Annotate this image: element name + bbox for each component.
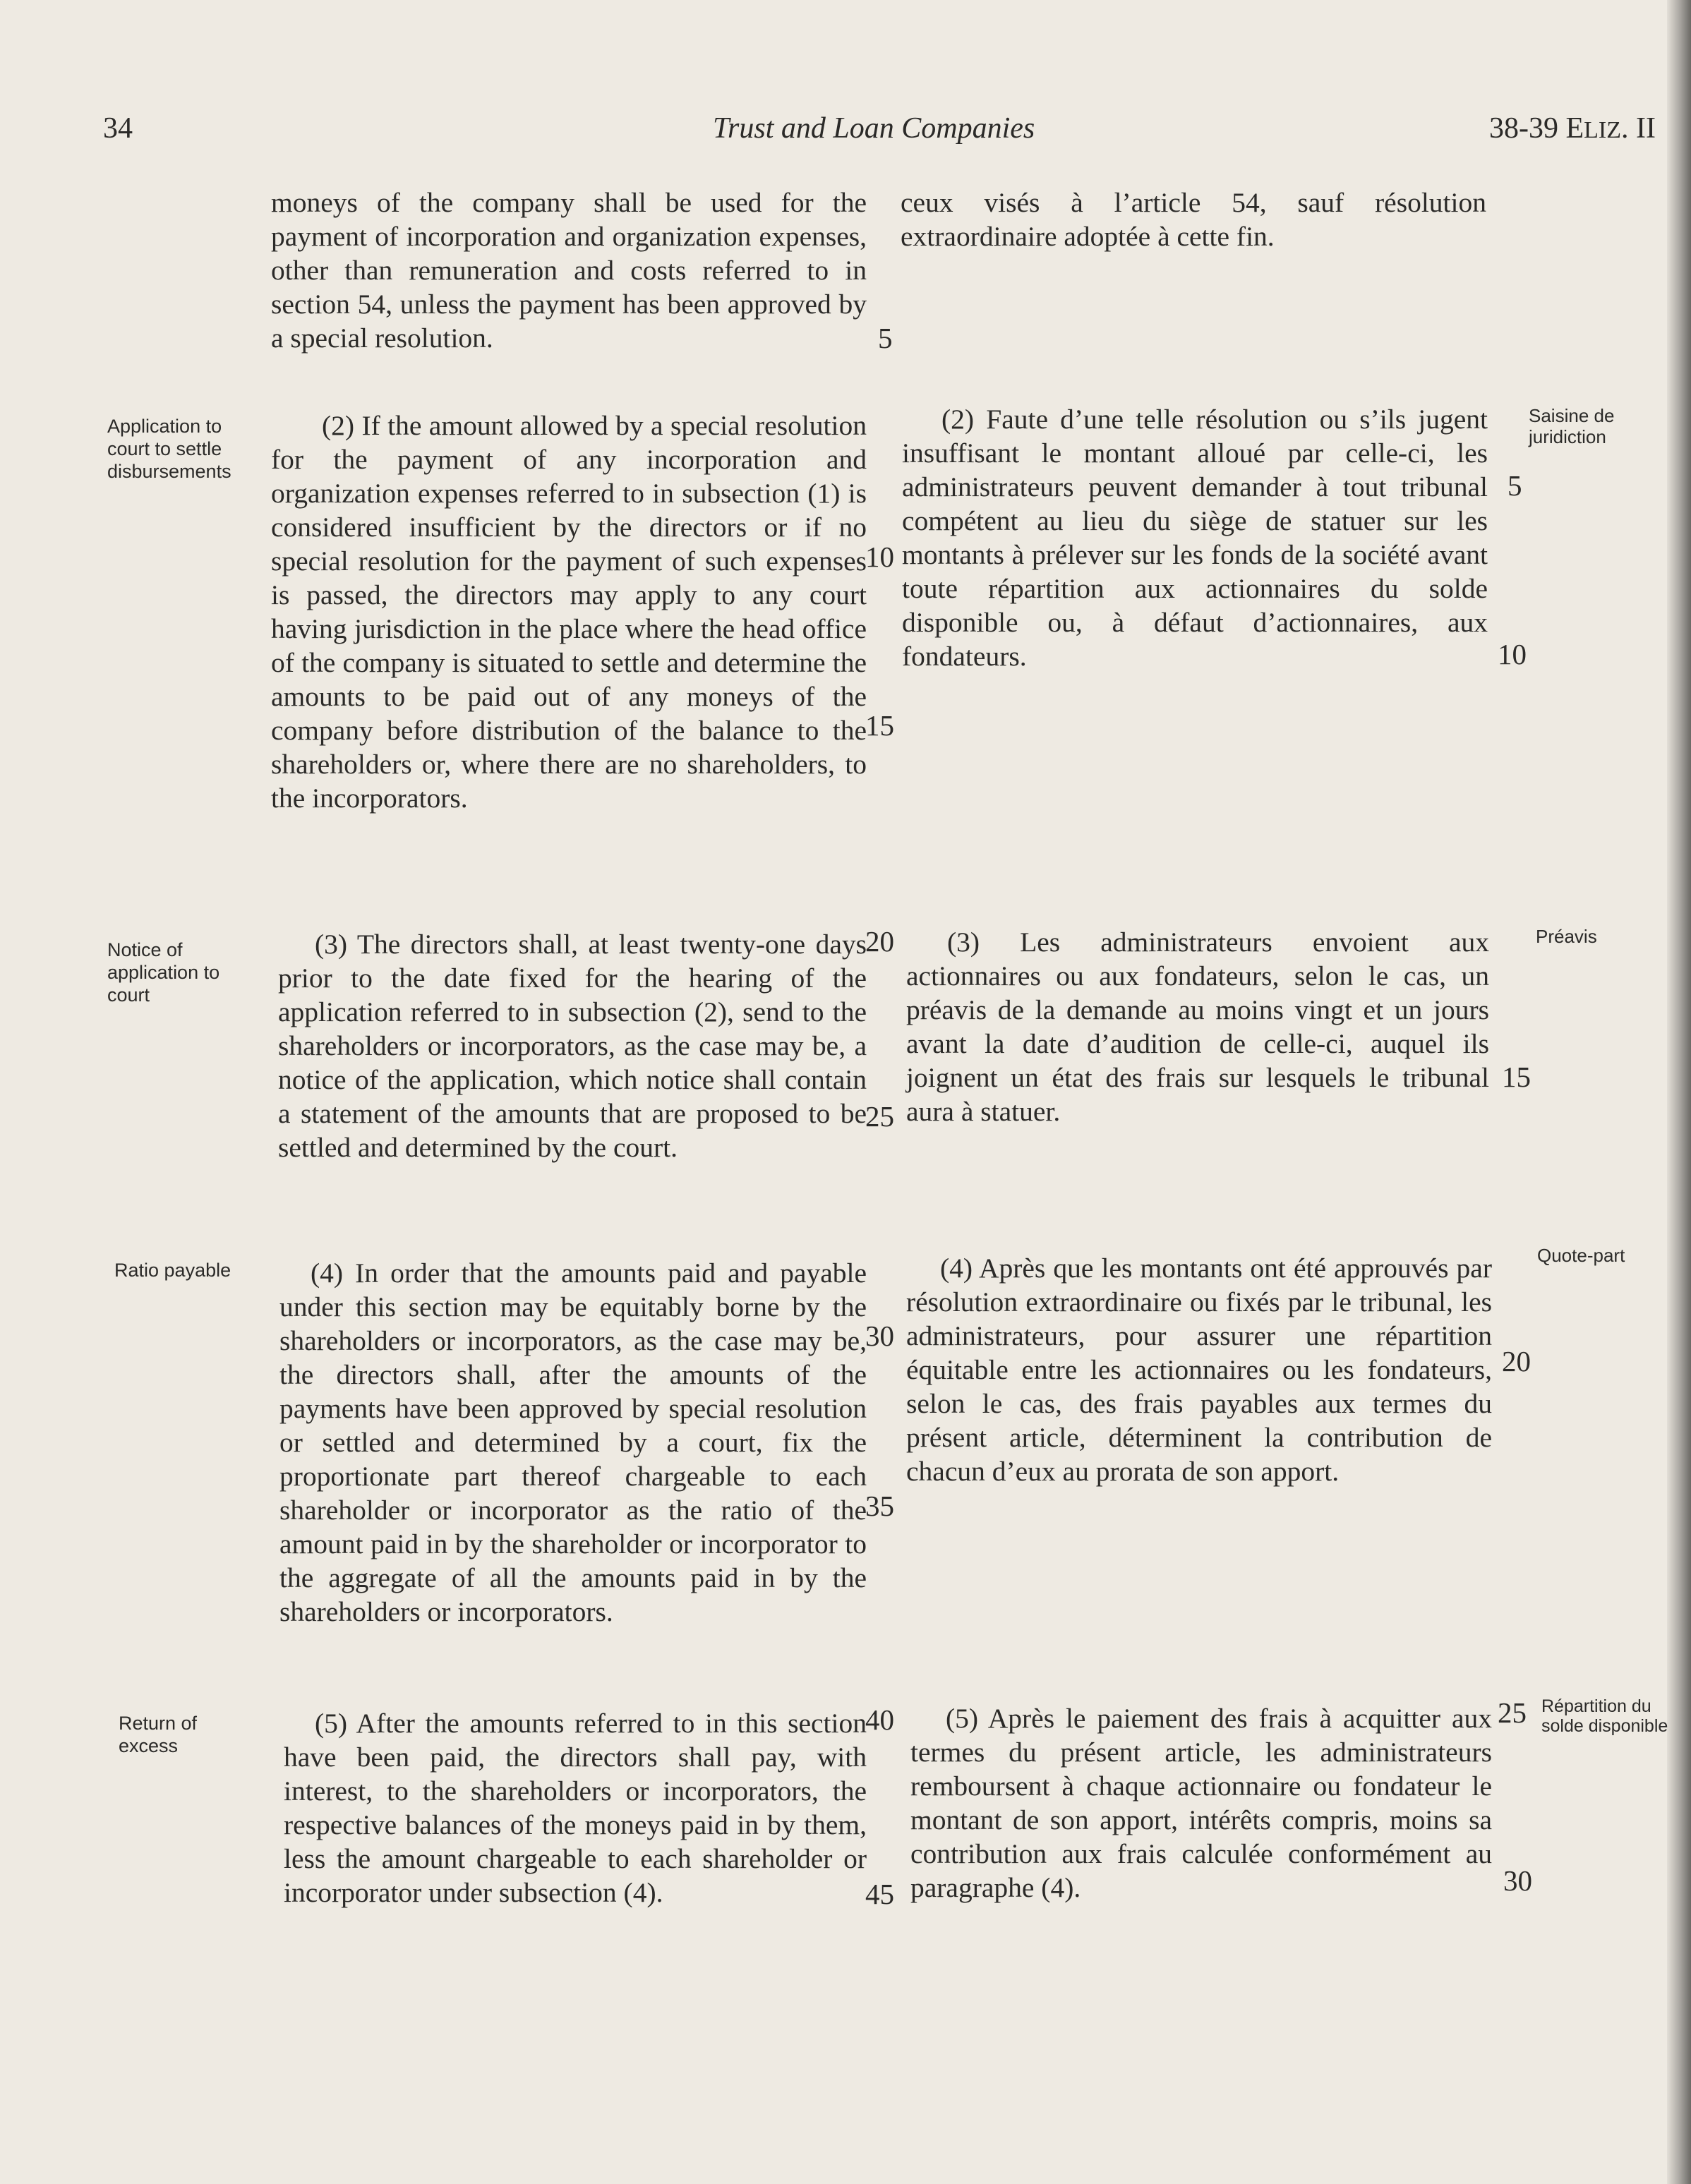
french-paragraph-2: (2) Faute d’une telle résolution ou s’ils jugent insuffisant le montant alloué par celle-ci, les administrateurs peuvent demander à tout tribunal compétent au lieu du siège de statuer sur les montants à prélever sur les fonds de la société avant toute répartition aux actionnaires du solde disponible ou, à défaut d’actionnaires, aux fondateurs.: [902, 404, 1488, 672]
english-paragraph-5: (5) After the amounts referred to in this section have been paid, the directors shall pay, with interest, to the shareholders or incorporators, the respective balances of the moneys paid in by them, less the amount chargeable to each shareholder or incorporator under subsection (4).: [284, 1708, 867, 1908]
margin-note-text: Return of excess: [119, 1713, 198, 1756]
margin-note-notice-of-application: [107, 939, 219, 1006]
english-paragraph-3: (3) The directors shall, at least twenty-one days prior to the date fixed for the hearing of the application referred to in subsection (2), send to the shareholders or incorporators, as the case may be, a notice of the application, which notice shall contain a statement of the amounts that are proposed to be settled and determined by the court.: [278, 929, 867, 1163]
margin-note-saisine: [1529, 405, 1614, 447]
regnal-end: . II: [1621, 112, 1656, 145]
line-number: 15: [1502, 1061, 1531, 1093]
line-number: 10: [865, 541, 894, 573]
english-paragraph-1: moneys of the company shall be used for the payment of incorporation and organization expenses, other than remuneration and costs referred to in section 54, unless the payment has been approved by a special resolution.: [271, 187, 867, 354]
line-number: 10: [1498, 638, 1527, 670]
line-number: 5: [1508, 469, 1522, 502]
line-number: 35: [865, 1490, 894, 1522]
regnal-small-caps: LIZ: [1584, 117, 1622, 143]
line-number: 25: [1498, 1696, 1527, 1729]
margin-note-text: Saisine de juridiction: [1529, 405, 1615, 447]
line-number: 40: [865, 1703, 894, 1736]
line-number: 30: [1503, 1864, 1532, 1897]
regnal-year: [1489, 110, 1656, 149]
margin-note-text: Préavis: [1536, 926, 1597, 947]
page-edge-shadow: [1667, 0, 1691, 2184]
line-number: 20: [1502, 1345, 1531, 1377]
margin-note-return-of-excess: [119, 1712, 197, 1757]
french-paragraph-3: (3) Les administrateurs envoient aux actionnaires ou aux fondateurs, selon le cas, un préavis de la demande au moins vingt et un jours avant la date d’audition de celle-ci, auquel ils joignent un état des frais sur lesquels le tribunal aura à statuer.: [906, 927, 1489, 1127]
margin-note-quote-part: [1537, 1245, 1625, 1266]
french-paragraph-4: (4) Après que les montants ont été approuvés par résolution extraordinaire ou fixés par le tribunal, les administrateurs, pour assurer une répartition équitable entre les actionnaires ou les fondateurs, selon le cas, des frais payables aux termes du présent article, déterminent la contribution de chacun d’eux au prorata de son apport.: [906, 1253, 1492, 1487]
line-number: 30: [865, 1320, 894, 1352]
margin-note-ratio-payable: [114, 1259, 231, 1281]
french-paragraph-1: ceux visés à l’article 54, sauf résolution extraordinaire adoptée à cette fin.: [901, 187, 1486, 252]
margin-note-preavis: [1536, 926, 1597, 947]
line-number: 25: [865, 1100, 894, 1133]
english-paragraph-2: (2) If the amount allowed by a special resolution for the payment of any incorporation and organization expenses referred to in subsection (1) is considered insufficient by the directors or if no special resolution for the payment of such expenses is passed, the directors may apply to any court having jurisdiction in the place where the head office of the company is situated to settle and determine the amounts to be paid out of any moneys of the company before distribution of the balance to the shareholders or, where there are no shareholders, to the incorporators.: [271, 410, 867, 814]
french-paragraph-5: (5) Après le paiement des frais à acquitter aux termes du présent article, les administrateurs remboursent à chaque actionnaire ou fondateur le montant de son apport, intérêts compris, moins sa contribution aux frais calculée conformément au paragraphe (4).: [910, 1703, 1492, 1903]
margin-note-application-to-court: [107, 415, 231, 483]
line-number: 5: [878, 322, 893, 354]
regnal-main: 38-39 E: [1489, 112, 1584, 145]
margin-note-text: Quote-part: [1537, 1245, 1625, 1266]
margin-note-text: Application to court to settle disbursements: [107, 416, 231, 482]
line-number: 45: [865, 1878, 894, 1910]
page-number: 34: [103, 112, 133, 145]
margin-note-repartition: [1541, 1696, 1668, 1736]
running-title: Trust and Loan Companies: [713, 112, 1035, 145]
line-number: 20: [865, 925, 894, 958]
margin-note-text: Notice of application to court: [107, 939, 220, 1006]
english-paragraph-4: (4) In order that the amounts paid and payable under this section may be equitably borne by the shareholders or incorporators, as the case may be, the directors shall, after the amounts of the payments have been approved by special resolution or settled and determined by a court, fix the proportionate part thereof chargeable to each shareholder or incorporator as the ratio of the amount paid in by the shareholder or incorporator to the aggregate of all the amounts paid in by the shareholders or incorporators.: [279, 1257, 867, 1627]
line-number: 15: [865, 709, 894, 742]
margin-note-text: Ratio payable: [114, 1260, 231, 1281]
margin-note-text: Répartition du solde disponible: [1541, 1696, 1668, 1736]
